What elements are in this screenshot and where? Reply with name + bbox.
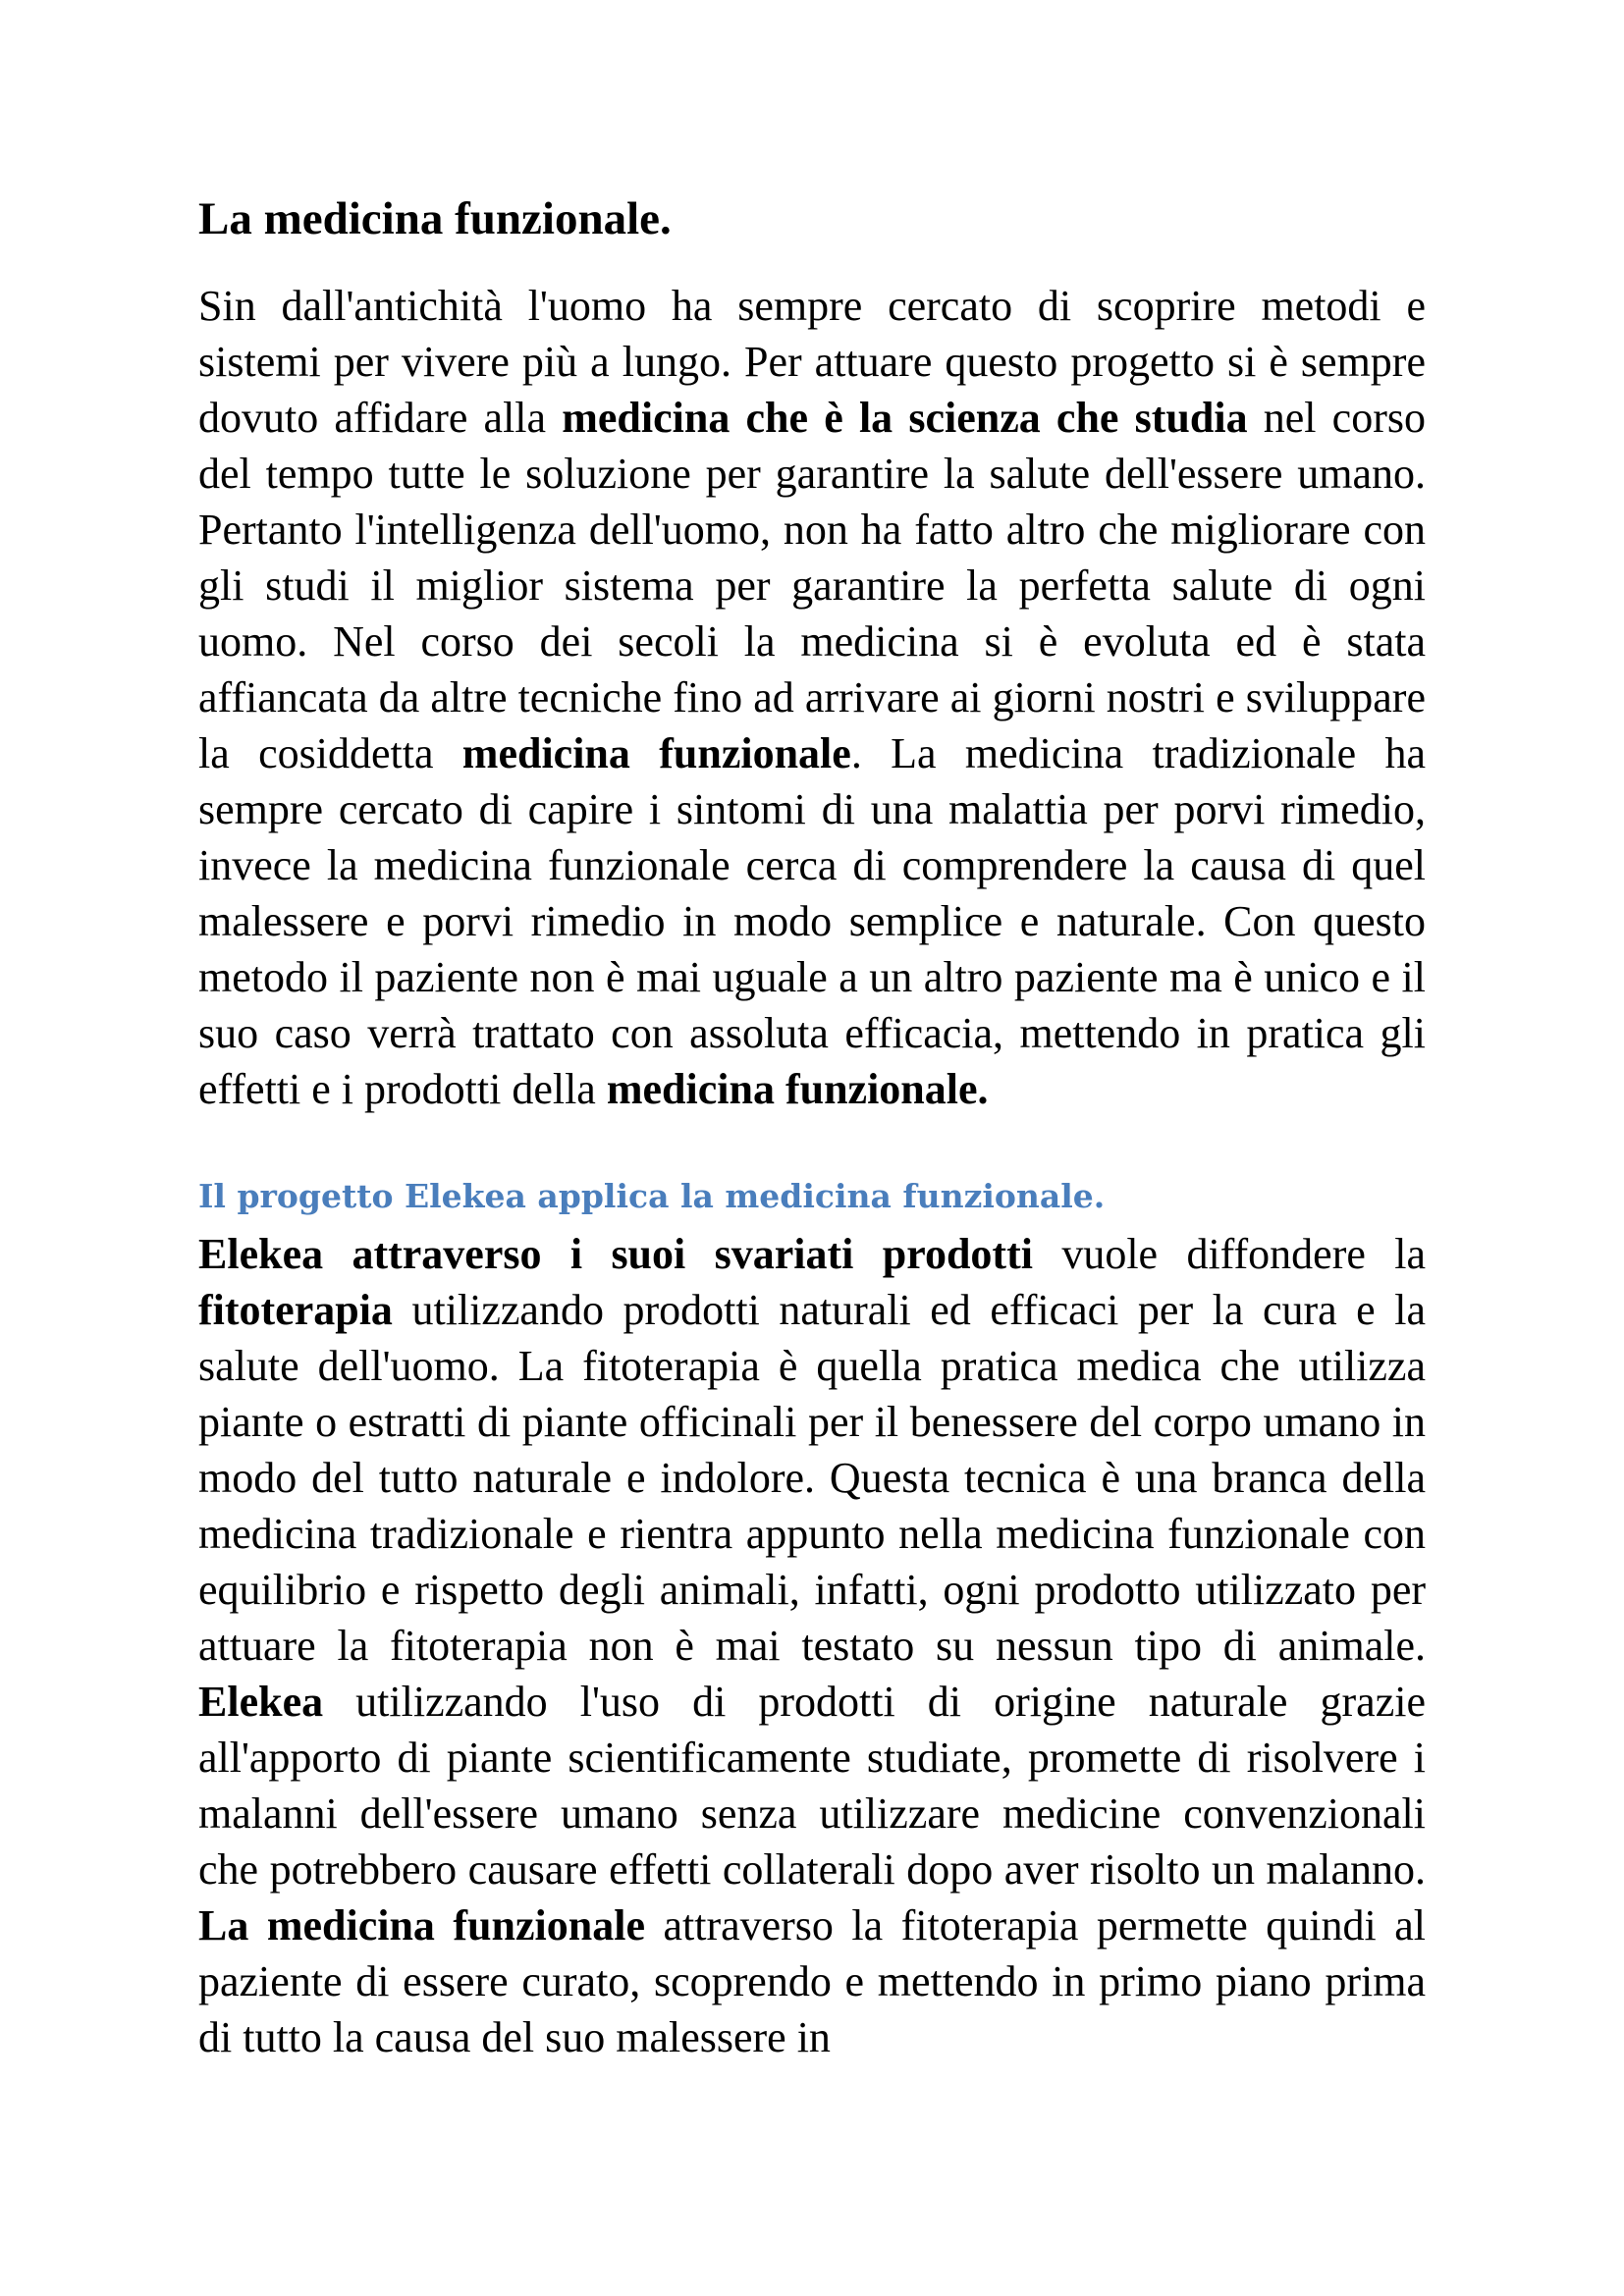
document-title bbox=[198, 191, 1426, 247]
text-run: utilizzando prodotti naturali ed efficaci per la cura e la salute dell'uomo. La fitoterapia è quella pratica medica che utilizza piante o estratti di piante officinali per il benessere del corpo umano in modo del tutto naturale e indolore. Questa tecnica è una branca della medicina tradizionale e rientra appunto nella medicina funzionale con equilibrio e rispetto degli animali, infatti, ogni prodotto utilizzato per attuare la fitoterapia non è mai testato su nessun tipo di animale. bbox=[198, 1286, 1436, 1670]
paragraph-1 bbox=[198, 278, 1436, 1117]
text-run-bold: Il progetto Elekea applica la medicina funzionale. bbox=[198, 1177, 1106, 1215]
section-heading bbox=[198, 1173, 1426, 1220]
text-run: nel corso del tempo tutte le soluzione per garantire la salute dell'essere umano. Pertanto l'intelligenza dell'uomo, non ha fatto altro che migliorare con gli studi il miglior sistema per garantire la perfetta salute di ogni uomo. Nel corso dei secoli la medicina si è evoluta ed è stata affiancata da altre tecniche fino ad arrivare ai giorni nostri e sviluppare la cosiddetta bbox=[198, 394, 1436, 777]
text-run-bold: medicina funzionale bbox=[461, 729, 851, 777]
text-run-bold: medicina funzionale. bbox=[606, 1065, 989, 1113]
text-run-bold: La medicina funzionale bbox=[198, 193, 661, 244]
document-body bbox=[198, 191, 1437, 2065]
text-run-bold: Elekea bbox=[198, 1678, 324, 1726]
text-run: attraverso la fitoterapia permette quindi al paziente di essere curato, scoprendo e mettendo in primo piano prima di tutto la causa del suo malessere in bbox=[198, 1901, 1436, 2061]
paragraph-2 bbox=[198, 1226, 1437, 2065]
text-run: utilizzando l'uso di prodotti di origine naturale grazie all'apporto di piante scientificamente studiate, promette di risolvere i malanni dell'essere umano senza utilizzare medicine convenzionali che potrebbero causare effetti collaterali dopo aver risolto un malanno. bbox=[198, 1678, 1436, 1894]
text-run: Sin dall'antichità l'uomo ha sempre cercato di scoprire metodi e sistemi per vivere più a lungo. Per attuare questo progetto si è sempre dovuto affidare alla bbox=[198, 282, 1436, 442]
text-run-bold: fitoterapia bbox=[198, 1286, 393, 1334]
text-run-bold: . bbox=[660, 193, 672, 244]
text-run-bold: Elekea attraverso i suoi svariati prodotti bbox=[198, 1230, 1033, 1278]
text-run-bold: La medicina funzionale bbox=[198, 1901, 645, 1949]
text-run: . La medicina tradizionale ha sempre cercato di capire i sintomi di una malattia per porvi rimedio, invece la medicina funzionale cerca di comprendere la causa di quel malessere e porvi rimedio in modo semplice e naturale. Con questo metodo il paziente non è mai uguale a un altro paziente ma è unico e il suo caso verrà trattato con assoluta efficacia, mettendo in pratica gli effetti e i prodotti della bbox=[198, 729, 1436, 1113]
text-run-bold: medicina che è la scienza che studia bbox=[562, 394, 1248, 442]
text-run: vuole diffondere la bbox=[1032, 1230, 1437, 1278]
